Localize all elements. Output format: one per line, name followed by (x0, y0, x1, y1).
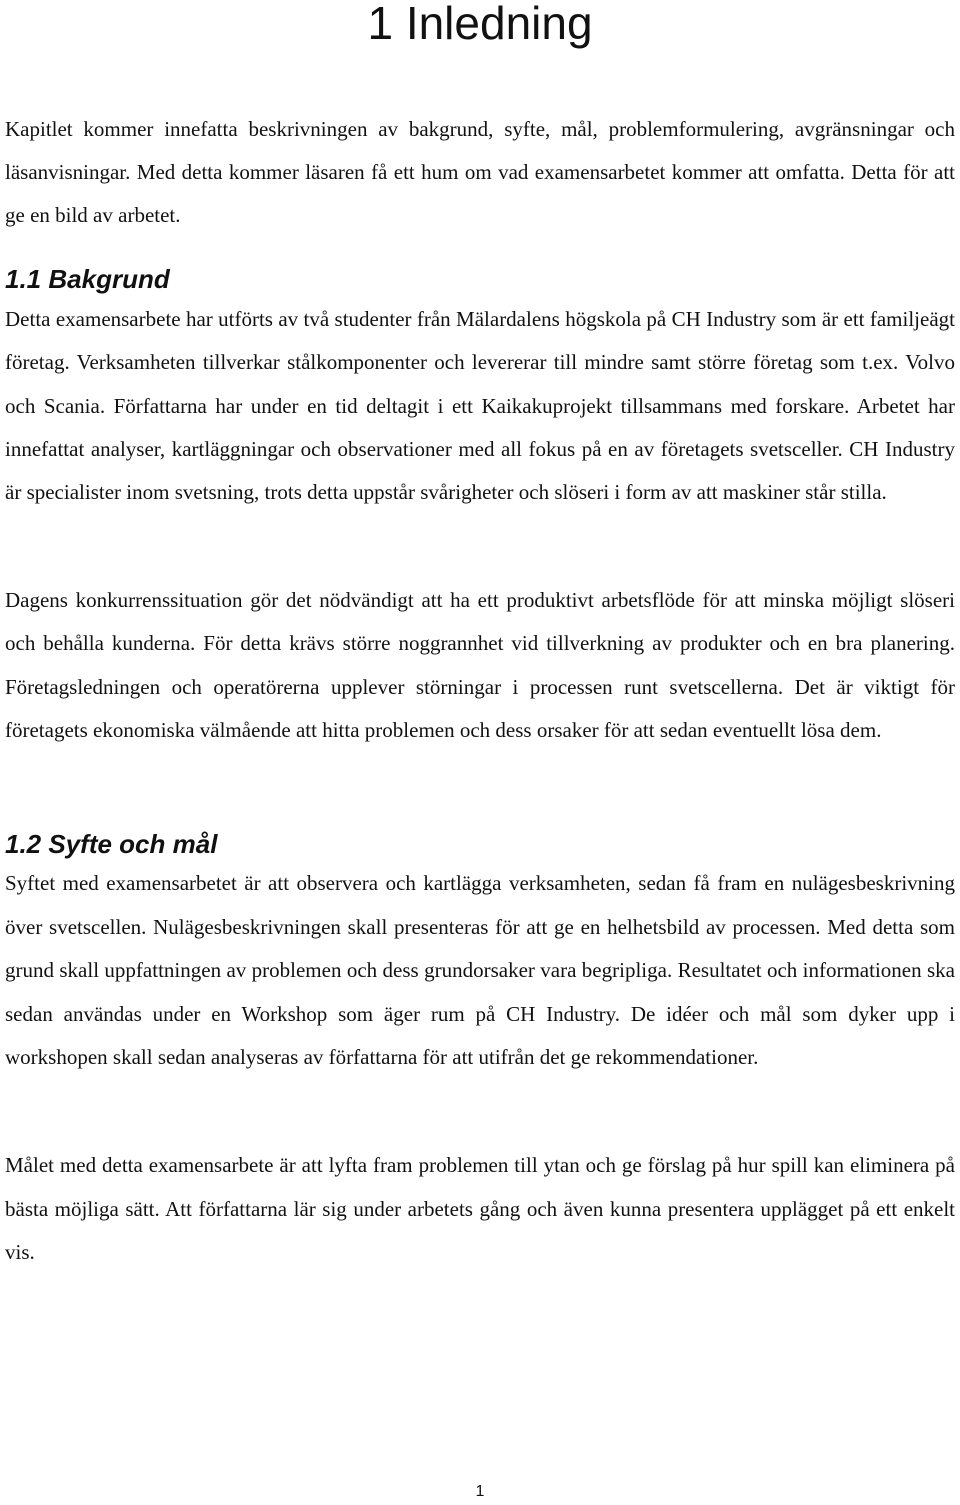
page-number: 1 (475, 1483, 485, 1500)
chapter-title: 1 Inledning (367, 0, 593, 49)
section-heading-bakgrund: 1.1 Bakgrund (5, 264, 170, 294)
section-heading-syfte: 1.2 Syfte och mål (5, 829, 218, 859)
syfte-paragraph-2: Målet med detta examensarbete är att lyfta fram problemen till ytan och ge förslag på hur spill kan eliminera på bästa möjliga sätt. Att författarna lär sig under arbetets gång och även kunna presentera upplägget på ett enkelt vis. (5, 1153, 955, 1265)
bakgrund-paragraph-2: Dagens konkurrenssituation gör det nödvändigt att ha ett produktivt arbetsflöde för att minska möjligt slöseri och behålla kunderna. För detta krävs större noggrannhet vid tillverkning av produkter och en bra planering. Företagsledningen och operatörerna upplever störningar i processen runt svetscellerna. Det är viktigt för företagets ekonomiska välmående att hitta problemen och dess orsaker för att sedan eventuellt lösa dem. (5, 588, 955, 742)
bakgrund-paragraph-1: Detta examensarbete har utförts av två studenter från Mälardalens högskola på CH Industry som är ett familjeägt företag. Verksamheten tillverkar stålkomponenter och levererar till mindre samt större företag som t.ex. Volvo och Scania. Författarna har under en tid deltagit i ett Kaikakuprojekt tillsammans med forskare. Arbetet har innefattat analyser, kartläggningar och observationer med all fokus på en av företagets svetsceller. CH Industry är specialister inom svetsning, trots detta uppstår svårigheter och slöseri i form av att maskiner står stilla. (5, 307, 955, 505)
intro-paragraph: Kapitlet kommer innefatta beskrivningen av bakgrund, syfte, mål, problemformulering, avgränsningar och läsanvisningar. Med detta kommer läsaren få ett hum om vad examensarbetet kommer att omfatta. Detta för att ge en bild av arbetet. (5, 117, 955, 227)
syfte-paragraph-1: Syftet med examensarbetet är att observera och kartlägga verksamheten, sedan få fram en nulägesbeskrivning över svetscellen. Nulägesbeskrivningen skall presenteras för att ge en helhetsbild av processen. Med detta som grund skall uppfattningen av problemen och dess grundorsaker vara begripliga. Resultatet och informationen ska sedan användas under en Workshop som äger rum på CH Industry. De idéer och mål som dyker upp i workshopen skall sedan analyseras av författarna för att utifrån det ge rekommendationer. (5, 871, 955, 1070)
